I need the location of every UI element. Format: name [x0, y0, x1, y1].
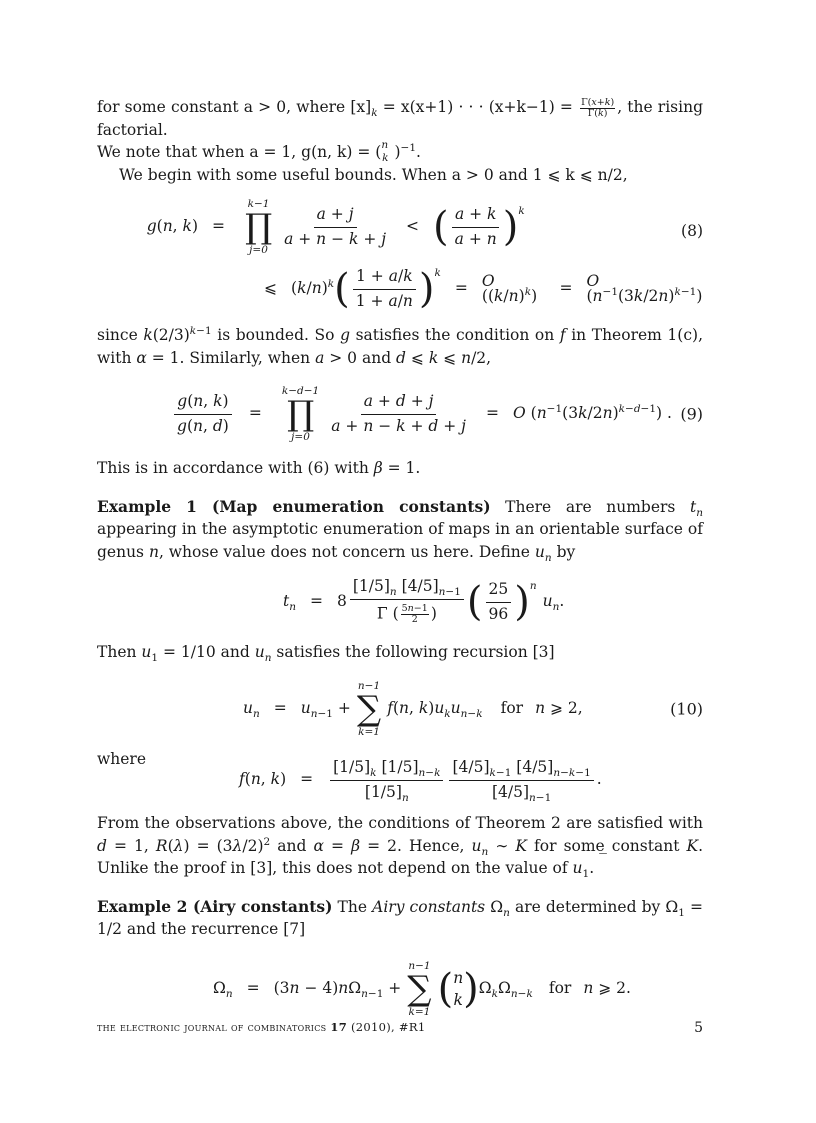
equation-10: $u_n$ = $u_{n-1}$ + n−1 ∑ k=1 f(n, $k)u_ku_{n-k}$ for n ⩾ 2, (10): [243, 679, 703, 738]
equation-number-10: (10): [670, 699, 703, 718]
paragraph-accordance: This is in accordance with (6) with β = 1.: [97, 459, 421, 477]
page-number: 5: [694, 1020, 703, 1036]
paragraph-observations: From the observations above, the conditions of Theorem 2 are satisfied with d = 1, $R(\lambda) = (3\lambda/2)^2$ and α = β = 2. Hence, $u_n$ ∼ K for some constant K. Unlike the proof in [3], this does not depend on the value of $u_1$. ‾: [97, 814, 704, 881]
where-label: where: [97, 749, 147, 768]
paragraph-rising-factorial: for some constant a > 0, where $[x]_k = x(x+1)$ · · · (x+k−1) = $\frac{\Gamma(x+k)}{\Gamma(k)}$ , the rising factorial. We note that when a = 1, g(n, k) = ($^n_k$ )$^{-1}$.: [97, 96, 703, 165]
equation-tn: $t_n$ = 8 $[1/5]_n$ $[4/5]_{n-1}$ Γ ( $\frac{5n-1}{2}$ ) ( $\frac{25}{96}$ ) $^n$ $u_n$.: [283, 577, 565, 625]
paragraph-recursion: Then $u_1 = 1/10$ and $u_n$ satisfies the following recursion [3]: [97, 643, 555, 665]
gamma-fraction: $\frac{\Gamma(x+k)}{\Gamma(k)}$: [581, 96, 615, 119]
footer-citation: the electronic journal of combinatorics 17 (2010), #R1: [97, 1020, 426, 1034]
example-2: Example 2 (Airy constants) The Airy constants $\Omega_n$ are determined by $\Omega_1 = 1/2$ and the recurrence [7]: [97, 896, 704, 938]
example-1: Example 1 (Map enumeration constants) There are numbers $t_n$ appearing in the asymptotic enumeration of maps in an orientable surface of genus n, whose value does not concern us here. Define $u_n$ by: [97, 496, 703, 564]
equation-number-8: (8): [681, 222, 703, 240]
paragraph-condition: since $k(2/3)^{k-1}$ is bounded. So g satisfies the condition on f in Theorem 1(c), with α = 1. Similarly, when a > 0 and d ⩽ k ⩽ n/2,: [97, 324, 704, 367]
equation-8: g(n, k) = k−1 ∏ j=0 $\frac{a + j}{a + n - k + j}$ < ( $\frac{a + k}{a + n}$ ) $^k$ ⩽ $(k/n)^k$ ( $\frac{1 + a/k}{1 + a/n}$ ) $^k$ = O $((k/n)^k)$ = O $(n^{-1}(3k/2n)^{k-1})$ (8): [146, 198, 703, 312]
equation-number-9: (9): [680, 404, 703, 424]
equation-9: $\frac{g(n, k)}{g(n, d)}$ = k−d−1 ∏ j=0 $\frac{a + d + j}{a + n - k + d + j}$ = O $(n^{-1}(3k/2n)^{k-d-1})$ . (9): [97, 381, 703, 447]
example-2-title: Example 2 (Airy constants): [97, 896, 333, 916]
example-1-title: Example 1 (Map enumeration constants): [97, 496, 491, 516]
page-footer: [97, 1020, 703, 1036]
page-body: [97, 96, 703, 1027]
equation-fnk: f(n, k) = $\frac{[1/5]_k [1/5]_{n-k}}{[1/5]_n}$ $\frac{[4/5]_{k-1} [4/5]_{n-k-1}}{[4/5]_{n-1}}$ .: [239, 758, 602, 804]
paragraph-bounds-intro: We begin with some useful bounds. When a > 0 and 1 ⩽ k ⩽ n/2,: [119, 165, 628, 184]
equation-airy: $\Omega_n$ = $(3n - 4)n\Omega_{n-1}$ + n−1 ∑ k=1 ( n k ) $\Omega_k\Omega_{n-k}$ for n ⩾ 2.: [213, 959, 631, 1018]
